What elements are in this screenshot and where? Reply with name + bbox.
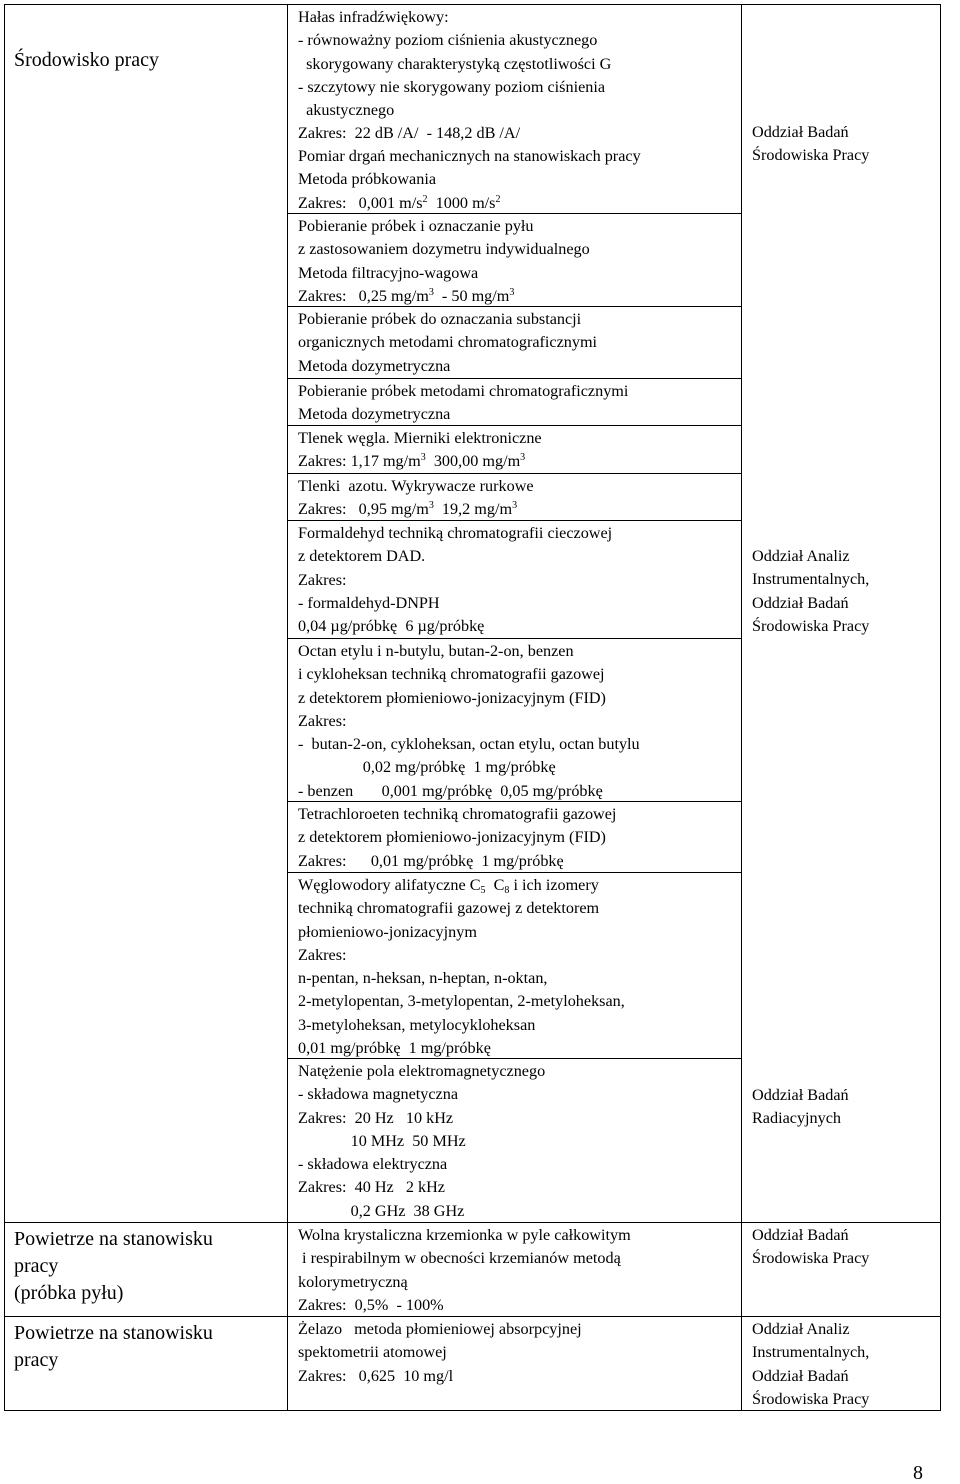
method-cell (298, 522, 612, 638)
method-text: Zakres: 40 Hz 2 kHz (298, 1178, 445, 1197)
method-text: z detektorem DAD. (298, 547, 426, 566)
method-cell (298, 475, 534, 522)
method-text: Wolna krystaliczna krzemionka w pyle całkowitym (298, 1226, 631, 1244)
superscript: 3 (428, 500, 434, 512)
department-line: Oddział Badań (752, 1086, 849, 1104)
method-text: Pobieranie próbek i oznaczanie pyłu (298, 217, 534, 235)
department-line: Instrumentalnych, (752, 1343, 870, 1362)
method-text: Pobieranie próbek do oznaczania substancji (298, 310, 582, 328)
superscript: 2 (495, 193, 501, 205)
method-text: Zakres: 0,001 m/s (298, 193, 423, 212)
method-text: - butan-2-on, cykloheksan, octan etylu, octan butylu (298, 735, 640, 754)
method-line (298, 663, 640, 686)
method-text: Natężenie pola elektromagnetycznego (298, 1062, 546, 1080)
method-text: - składowa magnetyczna (298, 1085, 459, 1104)
category-air (14, 1320, 213, 1374)
method-line (298, 355, 597, 378)
method-line (298, 780, 640, 803)
method-text: i cykloheksan techniką chromatografii gazowej (298, 665, 605, 684)
method-text: 3-metyloheksan, metylocykloheksan (298, 1015, 536, 1034)
method-text: i ich izomery (509, 876, 599, 894)
method-text: - benzen 0,001 mg/próbkę 0,05 mg/próbkę (298, 781, 603, 800)
method-text: - składowa elektryczna (298, 1155, 448, 1174)
left-divider-dust (4, 1222, 288, 1223)
method-line (298, 122, 611, 145)
method-line (298, 475, 534, 498)
category-env (14, 47, 159, 74)
method-line (298, 545, 612, 568)
method-line (298, 238, 590, 261)
method-text: techniką chromatografii gazowej z detektorem (298, 899, 600, 918)
method-line (298, 1271, 631, 1294)
method-line (298, 967, 625, 990)
method-text: akustycznego (298, 101, 395, 120)
method-line (298, 733, 640, 756)
superscript: 2 (422, 193, 428, 205)
method-cell (298, 1060, 545, 1223)
method-line (298, 215, 590, 238)
table-border-top (4, 4, 941, 5)
method-text: Zakres: (298, 711, 347, 730)
table-border-left (4, 4, 5, 1411)
method-text: Zakres: 0,95 mg/m (298, 500, 429, 519)
department-line: Instrumentalnych, (752, 570, 870, 589)
method-text: n-pentan, n-heksan, n-heptan, n-oktan, (298, 969, 548, 988)
method-text: 10 MHz 50 MHz (298, 1131, 466, 1150)
table-border-right (940, 4, 941, 1411)
method-line (298, 308, 597, 331)
method-text: Pobieranie próbek metodami chromatograficznymi (298, 382, 629, 400)
row-divider (287, 378, 742, 379)
method-line (298, 380, 628, 403)
method-cell (298, 308, 597, 378)
category-dust-line: (próbka pyłu) (14, 1282, 124, 1304)
method-text: Zakres: (298, 570, 347, 589)
method-line (298, 450, 542, 473)
method-line (298, 331, 597, 354)
department-line: Środowiska Pracy (752, 1249, 870, 1268)
department-line: Oddział Analiz (752, 1320, 850, 1338)
method-text: Metoda próbkowania (298, 170, 437, 189)
method-text: płomieniowo-jonizacyjnym (298, 922, 477, 941)
method-line (298, 569, 612, 592)
method-text: Żelazo metoda płomieniowej absorpcyjnej (298, 1320, 582, 1338)
method-text: C (485, 876, 505, 894)
method-text: 2-metylopentan, 3-metylopentan, 2-metyloheksan, (298, 992, 625, 1011)
method-line (298, 403, 628, 426)
method-text: Metoda filtracyjno-wagowa (298, 263, 479, 282)
category-dust-line: Powietrze na stanowisku (14, 1228, 213, 1250)
method-line (298, 1224, 631, 1247)
left-divider-air (4, 1316, 288, 1317)
method-line (298, 53, 611, 76)
method-line (298, 1083, 545, 1106)
method-text: Zakres: 0,25 mg/m (298, 286, 429, 305)
method-line (298, 640, 640, 663)
method-line (298, 1107, 545, 1130)
method-text: Tetrachloroeten techniką chromatografii gazowej (298, 805, 617, 823)
method-text: Metoda dozymetryczna (298, 405, 451, 424)
method-line (298, 1060, 545, 1083)
method-text: z zastosowaniem dozymetru indywidualnego (298, 240, 590, 259)
method-line (298, 1365, 582, 1388)
method-text: Zakres: 0,625 10 mg/l (298, 1366, 454, 1385)
superscript: 3 (520, 452, 526, 464)
page-number: 8 (913, 1462, 923, 1484)
method-line (298, 29, 611, 52)
method-line (298, 1176, 545, 1199)
method-line (298, 522, 612, 545)
department-cell (752, 545, 869, 638)
department-line: Środowiska Pracy (752, 146, 870, 165)
method-line (298, 1341, 582, 1364)
method-line (298, 803, 616, 826)
method-cell (298, 1318, 582, 1388)
method-line (298, 1294, 631, 1317)
department-line: Oddział Badań (752, 1226, 849, 1244)
method-line (298, 592, 612, 615)
method-line (298, 944, 625, 967)
method-text: - 50 mg/m (433, 286, 510, 305)
method-text: Metoda dozymetryczna (298, 356, 451, 375)
method-text: 0,02 mg/próbkę 1 mg/próbkę (298, 758, 556, 777)
method-line (298, 710, 640, 733)
method-cell (298, 427, 542, 474)
method-text: Hałas infradźwiękowy: (298, 8, 449, 26)
category-air-line: pracy (14, 1349, 59, 1371)
method-text: 1000 m/s (427, 193, 496, 212)
method-text: Zakres: 1,17 mg/m (298, 452, 421, 471)
method-cell (298, 1224, 631, 1317)
method-cell (298, 803, 616, 873)
method-cell (298, 145, 641, 215)
method-text: - formaldehyd-DNPH (298, 593, 440, 612)
method-line (298, 1247, 631, 1270)
method-line (298, 6, 611, 29)
method-cell (298, 640, 640, 803)
method-text: z detektorem płomieniowo-jonizacyjnym (FID) (298, 828, 606, 847)
column-divider-2 (741, 4, 742, 1411)
method-line (298, 897, 625, 920)
method-text: - równoważny poziom ciśnienia akustycznego (298, 31, 598, 50)
department-line: Oddział Badań (752, 1366, 849, 1385)
method-text: Zakres: (298, 945, 347, 964)
category-dust (14, 1226, 213, 1307)
method-text: 19,2 mg/m (433, 500, 513, 519)
method-line (298, 1130, 545, 1153)
department-line: Oddział Badań (752, 123, 849, 141)
method-text: Zakres: 22 dB /A/ - 148,2 dB /A/ (298, 124, 521, 143)
method-cell (298, 215, 590, 308)
method-text: Octan etylu i n-butylu, butan-2-on, benzen (298, 642, 574, 660)
column-divider-1 (287, 4, 288, 1411)
method-cell (298, 380, 628, 427)
method-text: spektometrii atomowej (298, 1343, 447, 1362)
department-line: Radiacyjnych (752, 1109, 841, 1128)
method-text: Formaldehyd techniką chromatografii cieczowej (298, 524, 613, 542)
method-line (298, 262, 590, 285)
method-text: Pomiar drgań mechanicznych na stanowiskach pracy (298, 147, 641, 165)
department-line: Środowiska Pracy (752, 616, 870, 635)
method-line (298, 874, 625, 897)
method-cell (298, 6, 611, 146)
method-text: 300,00 mg/m (425, 452, 521, 471)
method-text: Zakres: 0,01 mg/próbkę 1 mg/próbkę (298, 851, 564, 870)
method-text: 0,04 µg/próbkę 6 µg/próbkę (298, 617, 485, 636)
category-dust-line: pracy (14, 1255, 59, 1277)
subscript: 8 (504, 885, 510, 896)
method-line (298, 756, 640, 779)
method-text: Tlenki azotu. Wykrywacze rurkowe (298, 477, 534, 495)
department-cell (752, 1084, 849, 1131)
department-line: Oddział Badań (752, 593, 849, 612)
superscript: 3 (420, 452, 426, 464)
method-line (298, 168, 641, 191)
method-text: kolorymetryczną (298, 1272, 408, 1291)
department-cell (752, 121, 869, 168)
method-line (298, 145, 641, 168)
superscript: 3 (428, 286, 434, 298)
method-line (298, 921, 625, 944)
category-env-label: Środowisko pracy (14, 49, 159, 71)
method-text: organicznych metodami chromatograficznymi (298, 333, 598, 352)
method-line (298, 850, 616, 873)
method-line (298, 687, 640, 710)
method-text: Zakres: 20 Hz 10 kHz (298, 1108, 454, 1127)
method-text: 0,01 mg/próbkę 1 mg/próbkę (298, 1039, 491, 1058)
method-text: Węglowodory alifatyczne C (298, 876, 481, 894)
method-line (298, 99, 611, 122)
method-line (298, 192, 641, 215)
method-text: i respirabilnym w obecności krzemianów metodą (298, 1249, 621, 1268)
method-text: Tlenek węgla. Mierniki elektroniczne (298, 429, 542, 447)
department-line: Środowiska Pracy (752, 1389, 870, 1408)
method-text: 0,2 GHz 38 GHz (298, 1201, 465, 1220)
method-line (298, 615, 612, 638)
method-line (298, 990, 625, 1013)
method-text: z detektorem płomieniowo-jonizacyjnym (FID) (298, 688, 606, 707)
method-line (298, 76, 611, 99)
method-text: - szczytowy nie skorygowany poziom ciśnienia (298, 77, 606, 96)
method-line (298, 826, 616, 849)
method-line (298, 498, 534, 521)
method-line (298, 1037, 625, 1060)
method-text: skorygowany charakterystyką częstotliwości G (298, 54, 612, 73)
method-line (298, 1153, 545, 1176)
method-line (298, 427, 542, 450)
department-cell (752, 1224, 869, 1271)
method-line (298, 1014, 625, 1037)
method-line (298, 285, 590, 308)
method-text: Zakres: 0,5% - 100% (298, 1295, 444, 1314)
method-line (298, 1318, 582, 1341)
department-line: Oddział Analiz (752, 547, 850, 565)
category-air-line: Powietrze na stanowisku (14, 1322, 213, 1344)
department-cell (752, 1318, 869, 1411)
superscript: 3 (509, 286, 515, 298)
subscript: 5 (480, 885, 486, 896)
method-cell (298, 874, 625, 1060)
superscript: 3 (512, 500, 518, 512)
method-line (298, 1200, 545, 1223)
